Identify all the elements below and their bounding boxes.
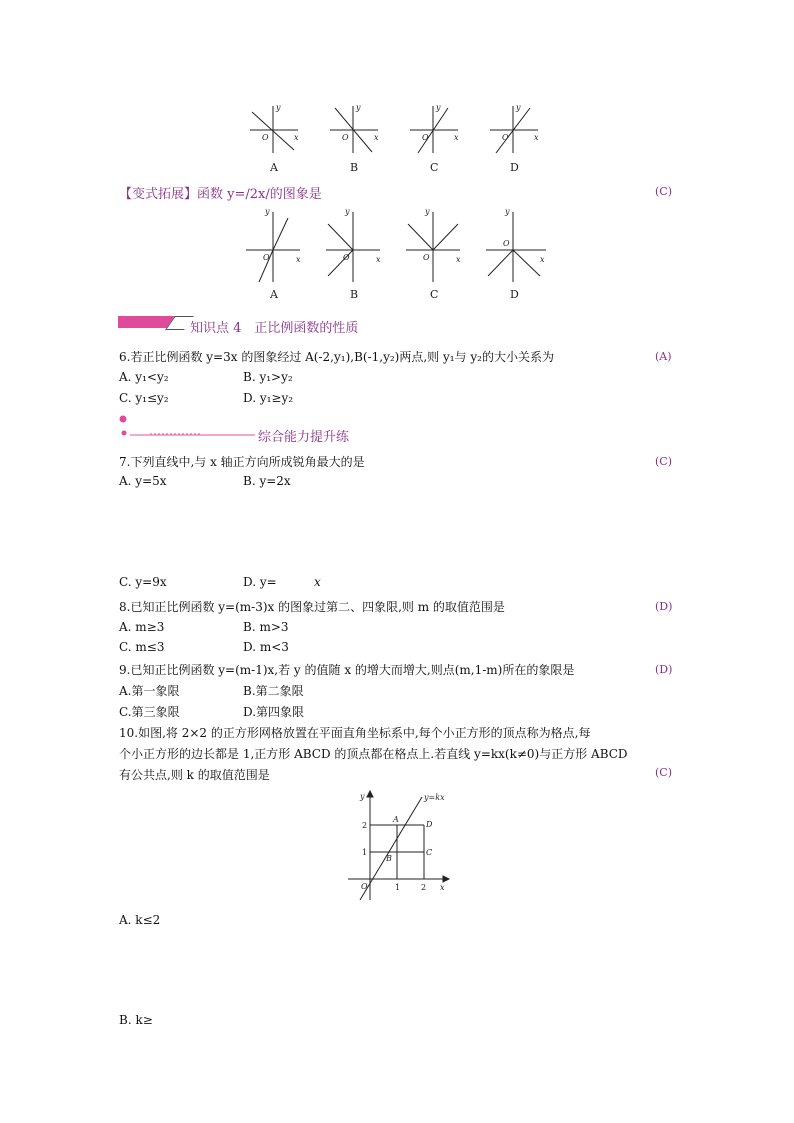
svg-text:1: 1 xyxy=(362,848,368,857)
svg-text:2: 2 xyxy=(362,821,368,830)
q7-text: 7.下列直线中,与 x 轴正方向所成锐角最大的是 xyxy=(119,455,365,469)
q10-answer: (C) xyxy=(655,766,672,779)
q7-option-a: A. y=5x xyxy=(119,474,167,488)
svg-text:y: y xyxy=(505,207,510,216)
q7-option-d: D. y= xyxy=(243,575,277,589)
variant-option-c: C xyxy=(430,288,439,301)
q10-line2: 个小正方形的边长都是 1,正方形 ABCD 的顶点都在格点上.若直线 y=kx(k≠0)与正方形 ABCD xyxy=(119,747,628,761)
svg-text:y: y xyxy=(356,103,361,112)
svg-text:O: O xyxy=(342,133,349,142)
q8-text: 8.已知正比例函数 y=(m-3)x 的图象过第二、四象限,则 m 的取值范围是 xyxy=(119,600,505,614)
variant-option-a: A xyxy=(270,288,278,301)
q8-option-d: D. m<3 xyxy=(243,640,289,654)
svg-text:O: O xyxy=(422,133,429,142)
svg-text:x: x xyxy=(376,255,381,264)
q8-option-a: A. m≥3 xyxy=(119,620,165,634)
svg-text:y: y xyxy=(360,792,365,801)
q8-answer: (D) xyxy=(655,600,673,613)
q6-option-a: A. y₁<y₂ xyxy=(119,370,169,384)
point-a: A xyxy=(393,815,399,824)
variant-text: 函数 y=/2x/的图象是 xyxy=(197,187,322,202)
q6-option-b: B. y₁>y₂ xyxy=(243,370,293,384)
svg-text:x: x xyxy=(440,883,445,892)
point-b: B xyxy=(386,854,392,863)
q9-option-c: C.第三象限 xyxy=(119,705,180,719)
section4-title: 知识点 4 正比例函数的性质 xyxy=(190,321,359,336)
q8-option-b: B. m>3 xyxy=(243,620,289,634)
svg-text:x: x xyxy=(294,133,299,142)
svg-text:x: x xyxy=(540,255,545,264)
q6-answer: (A) xyxy=(655,350,672,363)
q6-option-c: C. y₁≤y₂ xyxy=(119,391,169,405)
variant-option-d: D xyxy=(510,288,519,301)
ability-section-title: 综合能力提升练 xyxy=(258,430,350,445)
top-option-c: C xyxy=(430,161,439,174)
top-option-a: A xyxy=(270,161,278,174)
variant-answer: (C) xyxy=(655,185,672,198)
svg-text:x: x xyxy=(456,255,461,264)
variant-tag: 【变式拓展】 xyxy=(119,187,198,202)
line-label: y=kx xyxy=(424,793,445,802)
q6-option-d: D. y₁≥y₂ xyxy=(243,391,294,405)
top-option-b: B xyxy=(350,161,359,174)
svg-text:O: O xyxy=(343,253,350,262)
point-c: C xyxy=(426,848,433,857)
svg-text:y: y xyxy=(516,103,521,112)
q9-text: 9.已知正比例函数 y=(m-1)x,若 y 的值随 x 的增大而增大,则点(m,1-m)所在的象限是 xyxy=(119,663,575,677)
q7-option-d-tail: x xyxy=(314,575,321,589)
svg-text:x: x xyxy=(374,133,379,142)
svg-text:x: x xyxy=(534,133,539,142)
svg-text:y: y xyxy=(345,207,350,216)
svg-text:O: O xyxy=(423,253,430,262)
q10-line3: 有公共点,则 k 的取值范围是 xyxy=(119,768,270,782)
q10-option-a: A. k≤2 xyxy=(119,913,161,927)
svg-text:2: 2 xyxy=(421,883,427,892)
svg-text:O: O xyxy=(263,253,270,262)
svg-text:O: O xyxy=(502,133,509,142)
svg-text:1: 1 xyxy=(395,883,401,892)
q8-option-c: C. m≤3 xyxy=(119,640,165,654)
svg-text:O: O xyxy=(503,239,510,248)
svg-text:y: y xyxy=(425,207,430,216)
svg-text:x: x xyxy=(296,255,301,264)
q9-option-d: D.第四象限 xyxy=(243,705,305,719)
q7-answer: (C) xyxy=(655,455,672,468)
q9-option-b: B.第二象限 xyxy=(243,684,304,698)
point-d: D xyxy=(426,820,433,829)
svg-text:O: O xyxy=(361,882,368,891)
line-y-kx xyxy=(360,797,422,900)
svg-text:y: y xyxy=(436,103,441,112)
top-option-d: D xyxy=(510,161,519,174)
variant-option-b: B xyxy=(350,288,359,301)
q10-option-b: B. k≥ xyxy=(119,1013,153,1027)
svg-text:y: y xyxy=(265,207,270,216)
q7-option-b: B. y=2x xyxy=(243,474,291,488)
svg-text:x: x xyxy=(454,133,459,142)
q9-option-a: A.第一象限 xyxy=(119,684,180,698)
q6-text: 6.若正比例函数 y=3x 的图象经过 A(-2,y₁),B(-1,y₂)两点,则 y₁与 y₂的大小关系为 xyxy=(119,350,554,364)
q9-answer: (D) xyxy=(655,663,673,676)
svg-text:y: y xyxy=(276,103,281,112)
svg-text:O: O xyxy=(262,133,269,142)
q10-line1: 10.如图,将 2×2 的正方形网格放置在平面直角坐标系中,每个小正方形的顶点称为格点,每 xyxy=(119,726,591,740)
q7-option-c: C. y=9x xyxy=(119,575,167,589)
